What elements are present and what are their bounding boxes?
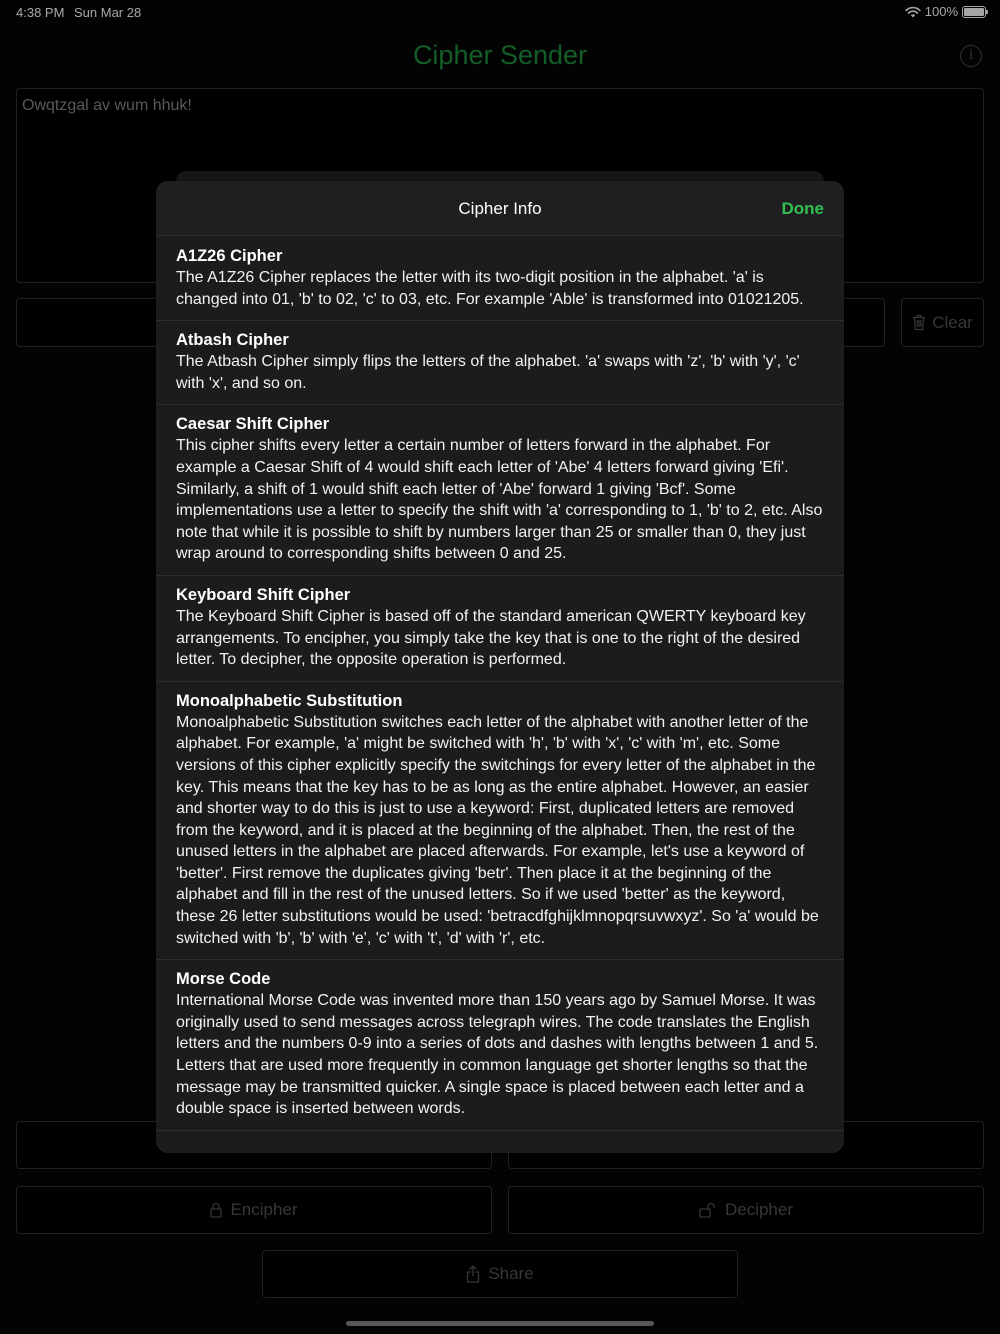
- entry-title: Monoalphabetic Substitution: [176, 691, 403, 710]
- entry-title: Morse Code: [176, 970, 271, 989]
- modal-header: [156, 181, 844, 236]
- decipher-label: Decipher: [724, 1200, 794, 1219]
- entry-body: This cipher shifts every letter a certain number of letters forward in the alphabet. For example a Caesar Shift of 4 would shift each letter of 'Abe' 4 letters forward giving 'Efi'. Similarly, a shift of 1 would shift each letter of 'Abe' forward 1 giving 'Bcf'. Some implementations use a letter to specify the shift with 'a' corresponding to 1, 'b' to 2, etc. Also note that while it is possible to shift by numbers larger than 25 or smaller than 0, they just wrap around to corresponding shifts between 0 and 25.: [176, 437, 823, 563]
- share-label: Share: [488, 1264, 534, 1283]
- entry-title: Atbash Cipher: [176, 331, 289, 350]
- status-date: Sun Mar 28: [74, 5, 142, 20]
- app-title: Cipher Sender: [412, 40, 588, 70]
- clear-label: Clear: [932, 312, 973, 332]
- modal-title: Cipher Info: [458, 199, 542, 218]
- status-time: 4:38 PM: [16, 5, 65, 20]
- list-item: [156, 405, 844, 576]
- battery-percent: 100%: [924, 4, 958, 19]
- entry-title: Keyboard Shift Cipher: [176, 585, 351, 604]
- entry-body: The A1Z26 Cipher replaces the letter with its two-digit position in the alphabet. 'a' is changed into 01, 'b' to 02, 'c' to 03, etc. For example 'Able' is transformed into 01021205.: [176, 269, 804, 308]
- encipher-label: Encipher: [230, 1200, 298, 1219]
- message-text: Owqtzgal av wum hhuk!: [22, 97, 192, 114]
- info-icon[interactable]: i: [960, 45, 982, 67]
- entry-body: The Atbash Cipher simply flips the letters of the alphabet. 'a' swaps with 'z', 'b' with 'y', 'c' with 'x', and so on.: [176, 353, 800, 392]
- list-item: [156, 576, 844, 682]
- list-item: [156, 682, 844, 961]
- cipher-info-modal: [156, 181, 844, 1153]
- list-item: [156, 237, 844, 321]
- entry-title: A1Z26 Cipher: [176, 247, 283, 265]
- entry-body: The Keyboard Shift Cipher is based off of the standard american QWERTY keyboard key arrangements. To encipher, you simply take the key that is one to the right of the desired letter. To decipher, the opposite operation is performed.: [176, 607, 806, 669]
- entry-title: Caesar Shift Cipher: [176, 415, 330, 434]
- done-button[interactable]: Done: [781, 199, 824, 218]
- entry-body: International Morse Code was invented more than 150 years ago by Samuel Morse. It was originally used to send messages across telegraph wires. The code translates the English letters and the numbers 0-9 into a series of dots and dashes with lengths between 1 and 5. Letters that are used more frequently in common language get shorter lengths so that the message may be transmitted quicker. A single space is placed between each letter and a double space is inserted between words.: [176, 992, 819, 1118]
- list-item: [156, 321, 844, 405]
- cipher-info-list[interactable]: [156, 237, 844, 1153]
- entry-body: Monoalphabetic Substitution switches each letter of the alphabet with another letter of the alphabet. For example, 'a' might be switched with 'h', 'b' with 'x', 'c' with 'm', etc. Some versions of this cipher explicitly specify the switchings for every letter of the alphabet in the key. This means that the key has to be as long as the entire alphabet. However, an easier and shorter way to do this is just to use a keyword: First, duplicated letters are removed from the keyword, and it is placed at the beginning of the alphabet. Then, the rest of the unused letters in the alphabet are placed afterwards. For example, let's use a keyword of 'better'. First remove the duplicates giving 'betr'. Then place it at the beginning of the alphabet and fill in the rest of the unused letters. So if we used 'better' as the keyword, these 26 letter substitutions would be used: 'betracdfghijklmnopqrsuvwxyz'. So 'a' would be switched with 'b', 'b' with 'e', 'c' with 't', 'd' with 'r', etc.: [176, 713, 819, 947]
- list-item: [156, 960, 844, 1131]
